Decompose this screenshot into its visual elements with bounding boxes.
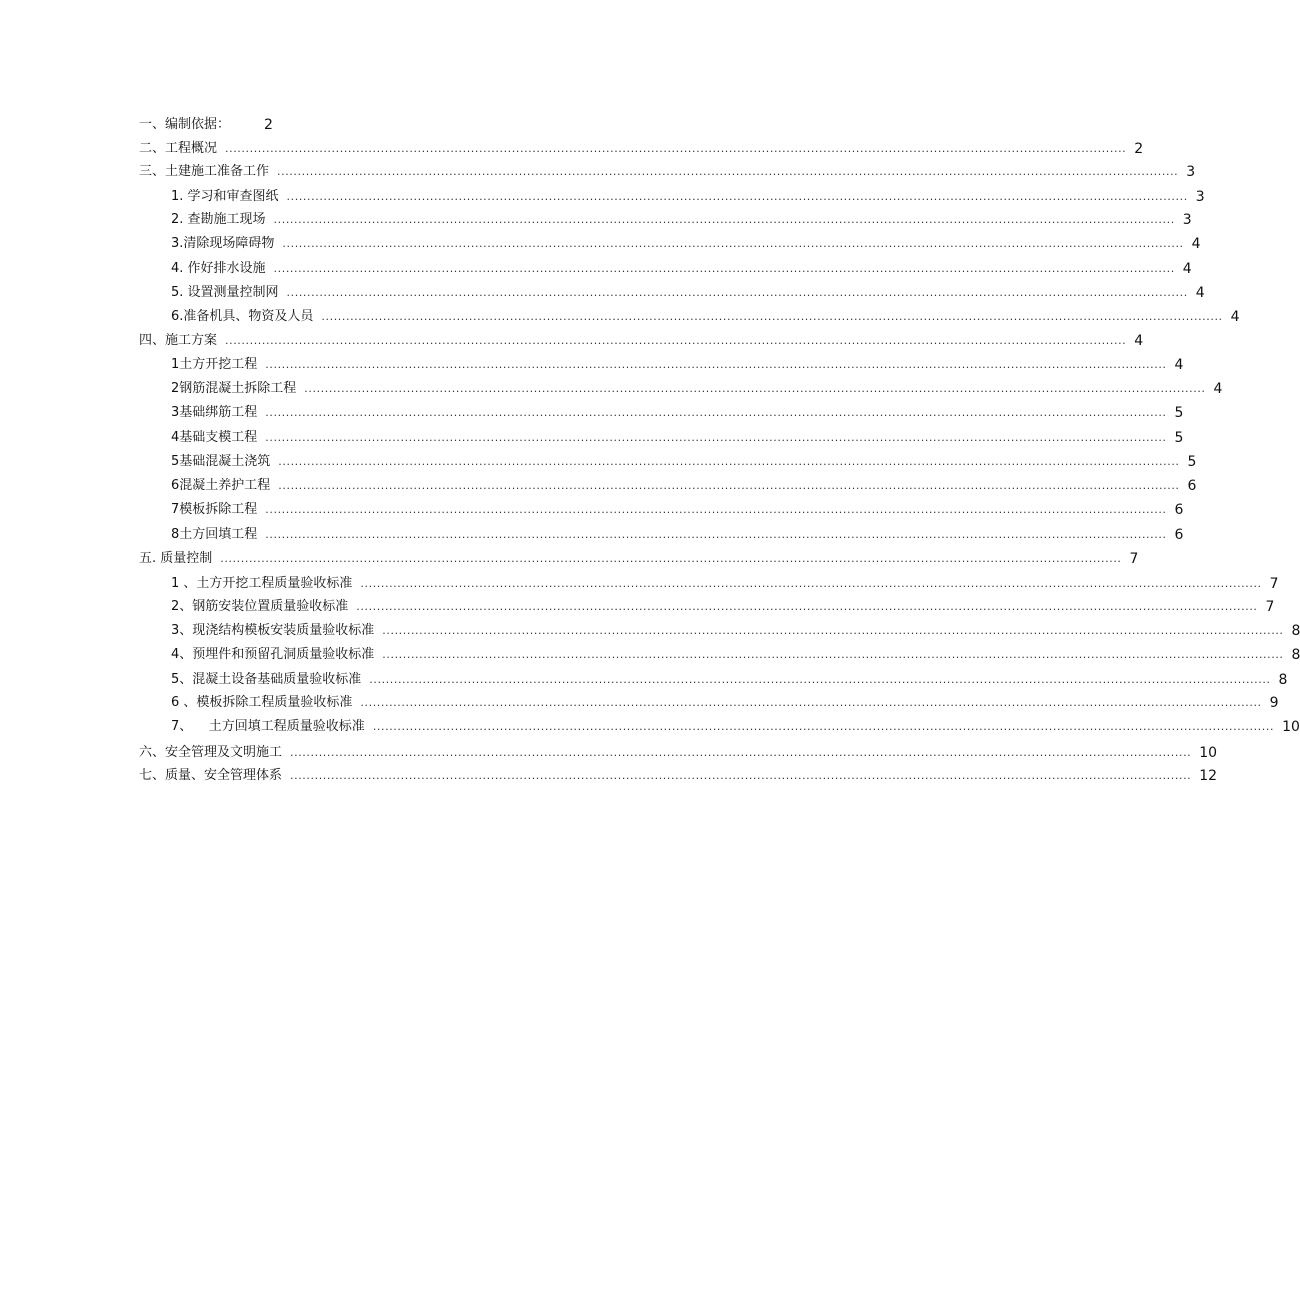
- toc-entry-page: 10: [1282, 719, 1300, 735]
- toc-entry-page: 6: [1187, 478, 1197, 494]
- dot-leader: ............................................................................................................................................................................................................................: [273, 262, 1175, 275]
- dot-leader: ............................................................................................................................................................................................................................: [369, 673, 1271, 686]
- dot-leader: ............................................................................................................................................................................................................................: [360, 696, 1262, 709]
- toc-entry-page: 12: [1199, 768, 1218, 784]
- toc-entry-page: 5: [1174, 405, 1184, 421]
- toc-entry[interactable]: [171, 597, 1275, 617]
- toc-entry[interactable]: [171, 574, 1279, 594]
- toc-entry-label: 7模板拆除工程: [171, 502, 258, 517]
- toc-entry-page: 4: [1230, 309, 1240, 325]
- toc-entry-page: 7: [1129, 551, 1139, 567]
- toc-entry-label: 二、工程概况: [139, 141, 218, 156]
- dot-leader: ............................................................................................................................................................................................................................: [382, 648, 1284, 661]
- toc-entry-page: 7: [1269, 576, 1279, 592]
- toc-entry-page: 4: [1213, 381, 1223, 397]
- toc-entry-page: 4: [1191, 236, 1201, 252]
- toc-entry-label: 8土方回填工程: [171, 527, 258, 542]
- toc-entry-label: 3、现浇结构模板安装质量验收标准: [171, 623, 375, 638]
- toc-entry[interactable]: [171, 452, 1197, 472]
- toc-entry-page: 2: [264, 117, 273, 133]
- toc-entry-label: 2. 查勘施工现场: [171, 212, 266, 227]
- toc-entry-label: 六、安全管理及文明施工: [139, 745, 283, 760]
- toc-entry[interactable]: [171, 717, 1300, 737]
- dot-leader: ............................................................................................................................................................................................................................: [265, 358, 1167, 371]
- toc-entry-label: 4基础支模工程: [171, 430, 258, 445]
- toc-entry-page: 8: [1291, 623, 1300, 639]
- dot-leader: ............................................................................................................................................................................................................................: [321, 310, 1223, 323]
- toc-entry[interactable]: [171, 621, 1300, 641]
- toc-entry[interactable]: [171, 500, 1184, 520]
- toc-entry[interactable]: [171, 210, 1192, 230]
- dot-leader: ............................................................................................................................................................................................................................: [225, 142, 1127, 155]
- toc-entry-label: 5. 设置测量控制网: [171, 285, 279, 300]
- toc-entry[interactable]: [139, 766, 1218, 786]
- toc-entry[interactable]: [171, 525, 1184, 545]
- toc-entry-page: 4: [1174, 357, 1184, 373]
- toc-entry-label: 6.准备机具、物资及人员: [171, 309, 314, 324]
- toc-entry-label: 4、预埋件和预留孔洞质量验收标准: [171, 647, 375, 662]
- toc-entry[interactable]: [139, 162, 1196, 182]
- toc-entry[interactable]: [139, 743, 1218, 763]
- dot-leader: ............................................................................................................................................................................................................................: [382, 624, 1284, 637]
- toc-entry-page: 9: [1269, 695, 1279, 711]
- toc-entry-label: 4. 作好排水设施: [171, 261, 266, 276]
- toc-entry[interactable]: [171, 428, 1184, 448]
- toc-entry-page: 4: [1195, 285, 1205, 301]
- toc-entry-label: 3基础绑筋工程: [171, 405, 258, 420]
- toc-entry-page: 6: [1174, 527, 1184, 543]
- toc-entry[interactable]: [139, 331, 1144, 351]
- dot-leader: ............................................................................................................................................................................................................................: [282, 237, 1184, 250]
- toc-entry-label: 3.清除现场障碍物: [171, 236, 275, 251]
- toc-entry-label: 6 、模板拆除工程质量验收标准: [171, 695, 353, 710]
- toc-entry-page: 6: [1174, 502, 1184, 518]
- toc-entry-label: 四、施工方案: [139, 333, 218, 348]
- toc-entry[interactable]: [171, 355, 1184, 375]
- toc-entry-page: 3: [1182, 212, 1192, 228]
- toc-entry-page: 5: [1187, 454, 1197, 470]
- toc-entry-page: 2: [1134, 141, 1144, 157]
- toc-entry-label: 1. 学习和审查图纸: [171, 189, 279, 204]
- toc-entry-page: 3: [1186, 164, 1196, 180]
- toc-entry[interactable]: [171, 187, 1205, 207]
- toc-entry[interactable]: [171, 645, 1300, 665]
- toc-entry-label: 五. 质量控制: [139, 551, 213, 566]
- toc-entry[interactable]: [171, 283, 1205, 303]
- dot-leader: ............................................................................................................................................................................................................................: [290, 746, 1192, 759]
- dot-leader: ............................................................................................................................................................................................................................: [278, 479, 1180, 492]
- dot-leader: ............................................................................................................................................................................................................................: [286, 190, 1188, 203]
- toc-entry-page: 4: [1134, 333, 1144, 349]
- toc-entry-label: 2钢筋混凝土拆除工程: [171, 381, 297, 396]
- toc-entry[interactable]: [171, 403, 1184, 423]
- toc-entry[interactable]: [171, 234, 1201, 254]
- dot-leader: ............................................................................................................................................................................................................................: [273, 213, 1175, 226]
- toc-entry-page: 4: [1182, 261, 1192, 277]
- toc-entry-page: 5: [1174, 430, 1184, 446]
- dot-leader: ............................................................................................................................................................................................................................: [265, 431, 1167, 444]
- toc-entry[interactable]: [139, 549, 1139, 569]
- dot-leader: ............................................................................................................................................................................................................................: [220, 552, 1122, 565]
- toc-entry[interactable]: [139, 115, 273, 135]
- dot-leader: ............................................................................................................................................................................................................................: [265, 406, 1167, 419]
- toc-entry-label: 一、编制依据：: [139, 117, 231, 132]
- toc-entry-page: 8: [1278, 672, 1288, 688]
- dot-leader: ............................................................................................................................................................................................................................: [356, 600, 1258, 613]
- dot-leader: ............................................................................................................................................................................................................................: [360, 577, 1262, 590]
- toc-entry[interactable]: [171, 476, 1197, 496]
- toc-entry-label: 6混凝土养护工程: [171, 478, 271, 493]
- toc-entry-label: 七、质量、安全管理体系: [139, 768, 283, 783]
- toc-entry-page: 3: [1195, 189, 1205, 205]
- dot-leader: ............................................................................................................................................................................................................................: [265, 503, 1167, 516]
- dot-leader: ............................................................................................................................................................................................................................: [265, 528, 1167, 541]
- toc-entry[interactable]: [171, 693, 1279, 713]
- toc-entry-page: 8: [1291, 647, 1300, 663]
- dot-leader: ............................................................................................................................................................................................................................: [277, 165, 1179, 178]
- toc-entry[interactable]: [171, 259, 1192, 279]
- toc-entry[interactable]: [139, 139, 1144, 159]
- dot-leader: ............................................................................................................................................................................................................................: [372, 720, 1275, 733]
- toc-entry-page: 10: [1199, 745, 1218, 761]
- dot-leader: ............................................................................................................................................................................................................................: [304, 382, 1206, 395]
- dot-leader: ............................................................................................................................................................................................................................: [286, 286, 1188, 299]
- toc-entry-page: 7: [1265, 599, 1275, 615]
- dot-leader: ............................................................................................................................................................................................................................: [290, 769, 1192, 782]
- toc-entry-label: 2、钢筋安装位置质量验收标准: [171, 599, 349, 614]
- dot-leader: ............................................................................................................................................................................................................................: [278, 455, 1180, 468]
- toc-entry-label: 1土方开挖工程: [171, 357, 258, 372]
- toc-entry-label: 三、土建施工准备工作: [139, 164, 270, 179]
- toc-entry-label: 7、 土方回填工程质量验收标准: [171, 719, 365, 734]
- dot-leader: ............................................................................................................................................................................................................................: [225, 334, 1127, 347]
- toc-entry[interactable]: [171, 670, 1288, 690]
- toc-entry[interactable]: [171, 307, 1240, 327]
- toc-entry-label: 5基础混凝土浇筑: [171, 454, 271, 469]
- toc-entry[interactable]: [171, 379, 1223, 399]
- toc-entry-label: 5、混凝土设备基础质量验收标准: [171, 672, 362, 687]
- toc-entry-label: 1 、土方开挖工程质量验收标准: [171, 576, 353, 591]
